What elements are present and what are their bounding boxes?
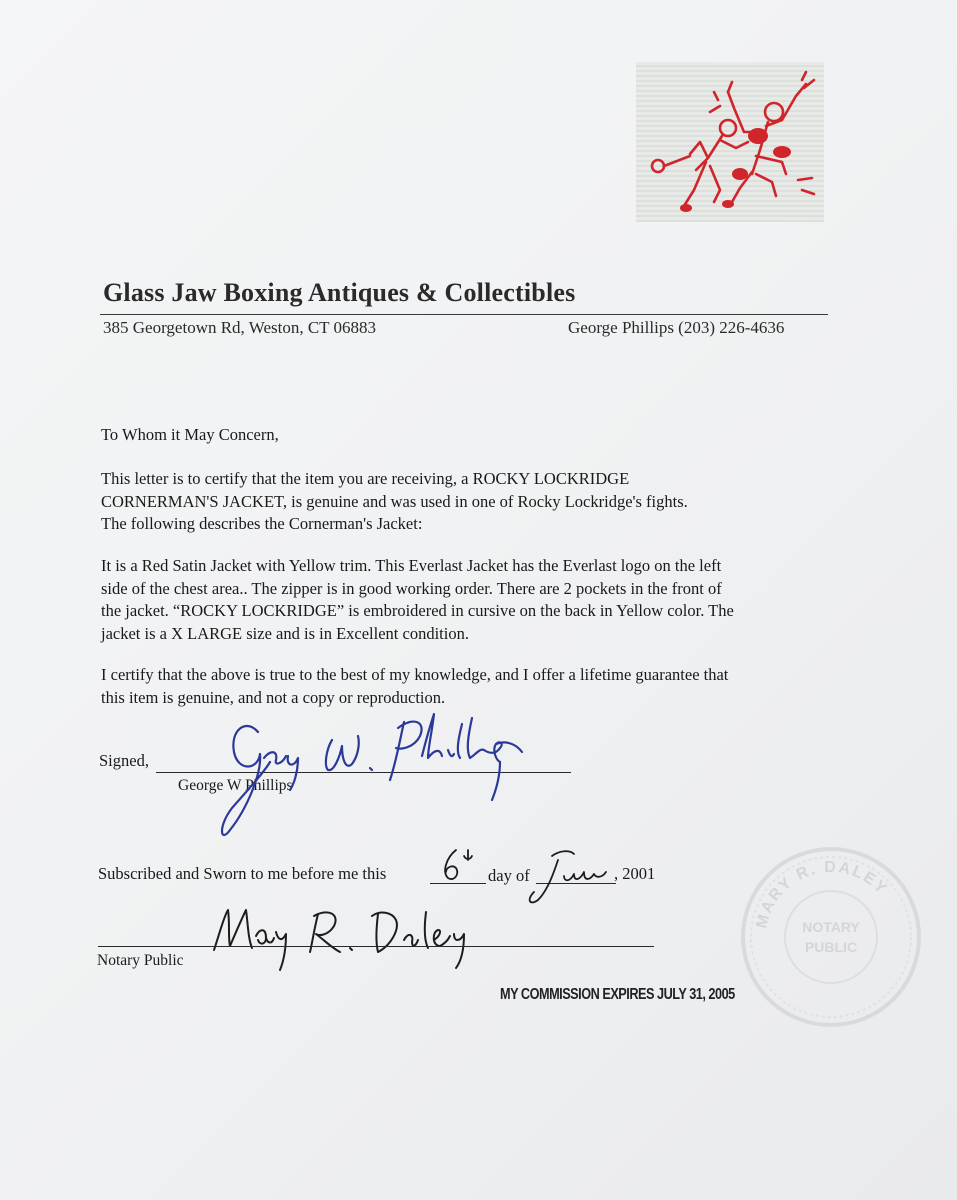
handwritten-signature-phillips [200,700,530,850]
boxers-illustration-icon [636,62,824,222]
paragraph-line: It is a Red Satin Jacket with Yellow trim. This Everlast Jacket has the Everlast logo on the left [101,556,722,575]
sworn-prefix: Subscribed and Sworn to me before me this [98,864,387,883]
signer-name: George W Phillips [178,777,293,794]
commission-stamp: MY COMMISSION EXPIRES JULY 31, 2005 [500,986,735,1003]
paragraph-certification [101,468,836,536]
paragraph-line: CORNERMAN'S JACKET, is genuine and was used in one of Rocky Lockridge's fights. [101,491,688,511]
company-name: Glass Jaw Boxing Antiques & Collectibles [103,278,576,307]
signed-label: Signed, [99,751,149,770]
day-of-label: day of [488,866,530,885]
paragraph-line: This letter is to certify that the item you are receiving, a ROCKY LOCKRIDGE [101,469,630,488]
paragraph-description [101,555,836,645]
notary-seal-icon [736,842,926,1032]
year-suffix: , 2001 [614,864,656,883]
seal-text-lower: PUBLIC [804,939,858,955]
handwritten-signature-notary [200,896,490,976]
paragraph-line: side of the chest area.. The zipper is in good working order. There are 2 pockets in the front of [101,578,722,598]
salutation: To Whom it May Concern, [101,425,279,444]
seal-text-middle: NOTARY [802,919,860,935]
paragraph-line: this item is genuine, and not a copy or reproduction. [101,687,446,707]
paragraph-line: jacket is a X LARGE size and is in Excellent condition. [101,623,469,643]
paragraph-line: the jacket. “ROCKY LOCKRIDGE” is embroidered in cursive on the back in Yellow color. The [101,601,734,620]
seal-text-top: MARY R. DALEY [753,858,891,930]
company-address: 385 Georgetown Rd, Weston, CT 06883 [103,318,376,337]
paragraph-line: The following describes the Cornerman's Jacket: [101,514,423,533]
paragraph-line: I certify that the above is true to the best of my knowledge, and I offer a lifetime guarantee that [101,665,729,684]
company-contact: George Phillips (203) 226-4636 [568,318,785,337]
letterhead-divider [100,314,828,315]
notary-signature-line [98,946,654,947]
notary-public-label: Notary Public [97,952,184,969]
company-logo [636,62,824,222]
